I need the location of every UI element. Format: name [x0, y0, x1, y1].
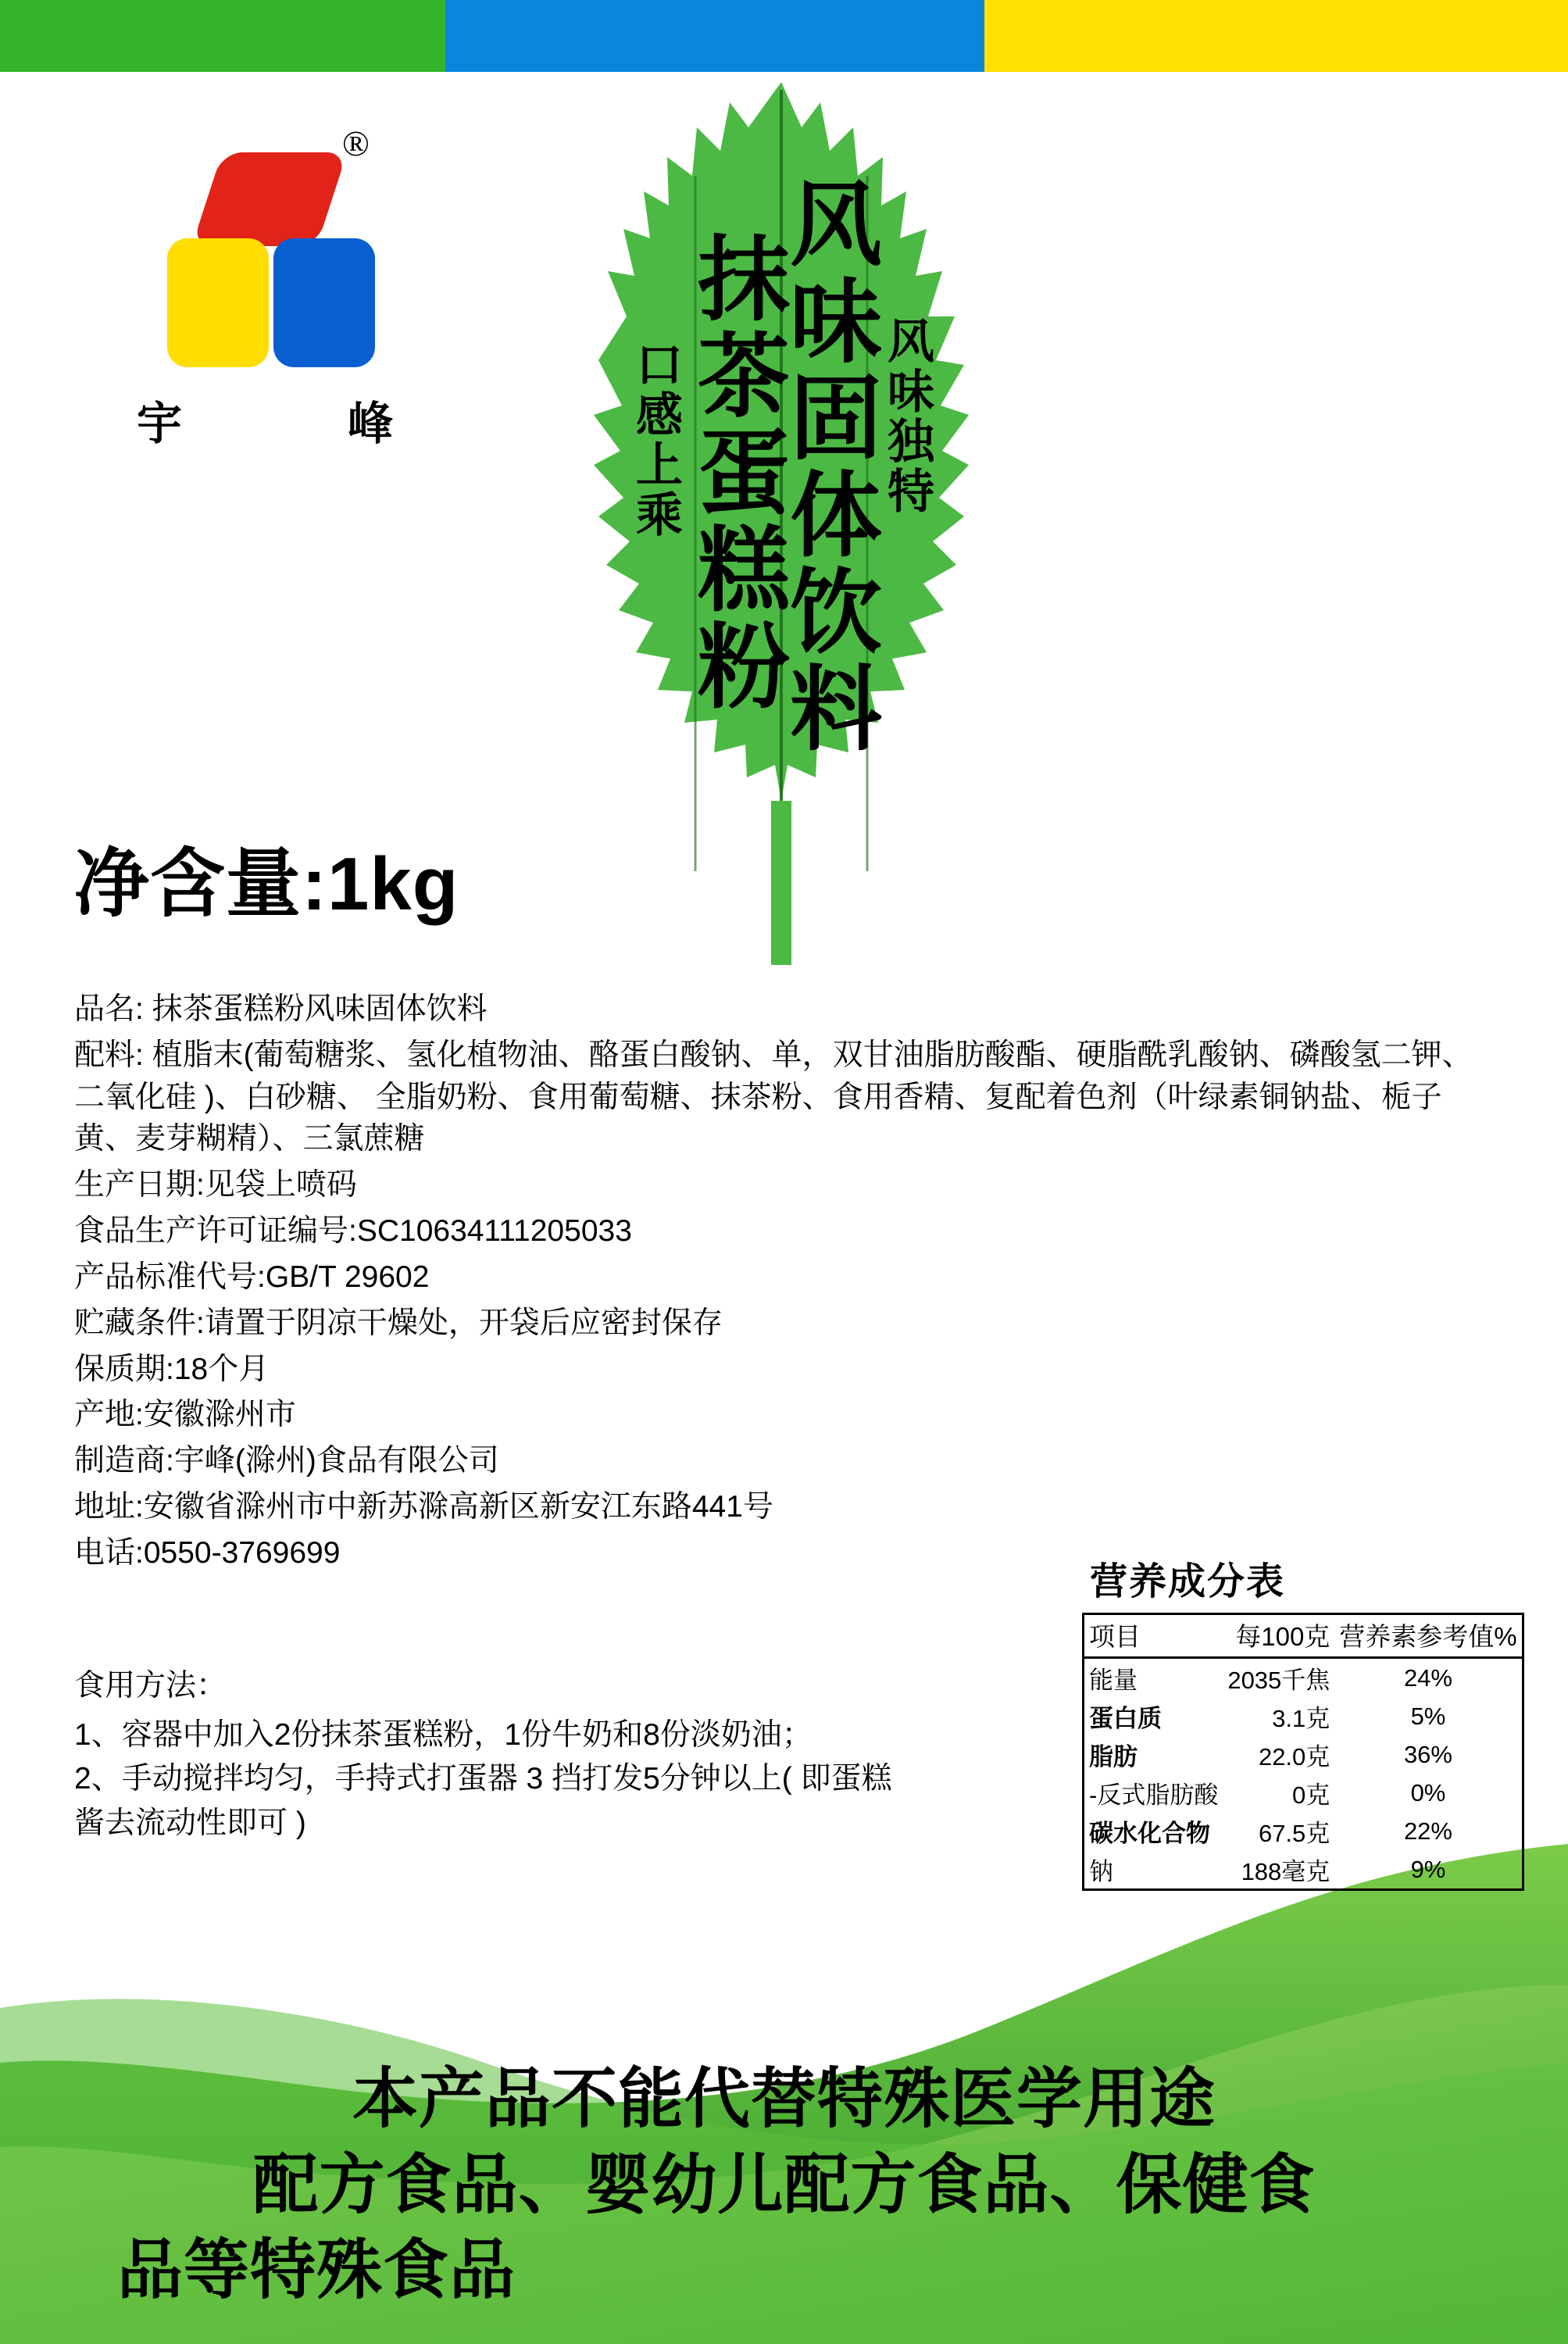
warning-line-2: 配方食品、婴幼儿配方食品、保健食: [252, 2147, 1316, 2221]
cube-face-blue: [273, 238, 375, 367]
nutrition-nrv: 22%: [1403, 1817, 1452, 1845]
nutrition-nrv: 24%: [1403, 1663, 1452, 1692]
info-manufacturer: 制造商:宇峰(滁州)食品有限公司: [74, 1444, 499, 1478]
hero-title-line2: 抹茶蛋糕粉: [684, 230, 787, 715]
nutrition-value: 22.0克: [1258, 1743, 1330, 1771]
registered-trademark-icon: ®: [342, 123, 370, 163]
hero-side-right: 风味独特: [881, 316, 934, 516]
nutrition-panel: [1082, 1551, 1517, 1891]
nutrition-item: 脂肪: [1089, 1743, 1138, 1771]
brand-char-right: 峰: [347, 398, 395, 449]
info-storage-conditions: 贮藏条件:请置于阴凉干燥处，开袋后应密封保存: [74, 1306, 723, 1340]
table-row: [1084, 1774, 1523, 1812]
usage-step-1: 1、容器中加入2份抹茶蛋糕粉，1份牛奶和8份淡奶油；: [74, 1717, 813, 1752]
brand-char-left: 宇: [137, 398, 184, 449]
nutrition-item: 碳水化合物: [1089, 1820, 1210, 1847]
nutrition-nrv: 0%: [1410, 1778, 1446, 1806]
product-info-block: [74, 988, 1473, 1578]
top-color-bar: [0, 0, 1568, 72]
topbar-segment-green: [0, 0, 445, 72]
warning-line-1: 本产品不能代替特殊医学用途: [352, 2062, 1216, 2136]
leaf-graphic: [539, 82, 1023, 965]
net-weight: 净含量:1kg: [74, 842, 459, 926]
hero-title-group: [539, 82, 1023, 965]
hero-side-left: 口感上乘: [630, 340, 682, 540]
cube-face-yellow: [167, 238, 269, 367]
nutrition-nrv: 36%: [1403, 1740, 1452, 1768]
info-shelf-life: 保质期:18个月: [74, 1352, 270, 1386]
info-ingredients: 配料: 植脂末(葡萄糖浆、氢化植物油、酪蛋白酸钠、单，双甘油脂肪酸酯、硬脂酰乳酸钠、磷酸氢二钾、二氧化硅 )、白砂糖、 全脂奶粉、食用葡萄糖、抹茶粉、食用香精、复配着色剂（叶绿素铜钠盐、栀子黄、麦芽糊精）、三氯蔗糖: [74, 1038, 1473, 1156]
nutrition-item: 能量: [1089, 1667, 1138, 1694]
info-license-number: 食品生产许可证编号:SC10634111205033: [74, 1214, 632, 1249]
hero-title-line1: 风味固体饮料: [776, 176, 879, 757]
brand-name: [137, 387, 395, 452]
nutrition-header-nrv: 营养素参考值%: [1339, 1622, 1517, 1651]
nutrition-value: 67.5克: [1258, 1820, 1330, 1847]
topbar-segment-yellow: [984, 0, 1568, 72]
nutrition-item: 蛋白质: [1089, 1705, 1162, 1732]
nutrition-value: 2035千焦: [1227, 1667, 1330, 1694]
table-row: [1084, 1658, 1523, 1698]
info-phone: 电话:0550-3769699: [74, 1535, 341, 1570]
warning-line-3: 品等特殊食品: [117, 2232, 516, 2306]
cube-icon: [148, 123, 383, 410]
info-product-name: 品名: 抹茶蛋糕粉风味固体饮料: [74, 992, 488, 1026]
nutrition-nrv: 9%: [1410, 1855, 1446, 1883]
brand-logo: [137, 123, 395, 488]
cube-face-red: [192, 152, 348, 246]
nutrition-header-per100g: 每100克: [1235, 1622, 1330, 1651]
nutrition-header-item: 项目: [1089, 1622, 1141, 1651]
topbar-segment-blue: [445, 0, 984, 72]
nutrition-nrv: 5%: [1410, 1702, 1446, 1730]
table-row: [1084, 1735, 1523, 1774]
nutrition-title: 营养成分表: [1090, 1561, 1286, 1603]
nutrition-item: 钠: [1089, 1858, 1113, 1885]
nutrition-header-row: [1084, 1614, 1523, 1658]
usage-step-2: 2、手动搅拌均匀，手持式打蛋器 3 挡打发5分钟以上( 即蛋糕酱去流动性即可 ): [74, 1762, 892, 1840]
nutrition-table: [1082, 1613, 1524, 1891]
nutrition-item: -反式脂肪酸: [1089, 1781, 1219, 1809]
warning-statement: [0, 2056, 1568, 2313]
info-address: 地址:安徽省滁州市中新苏滁高新区新安江东路441号: [74, 1489, 773, 1524]
nutrition-value: 3.1克: [1272, 1705, 1330, 1732]
info-production-date: 生产日期:见袋上喷码: [74, 1168, 357, 1202]
nutrition-value: 0克: [1292, 1781, 1330, 1809]
info-standard-code: 产品标准代号:GB/T 29602: [74, 1260, 430, 1294]
info-origin: 产地:安徽滁州市: [74, 1398, 296, 1432]
table-row: [1084, 1850, 1523, 1890]
usage-heading: 食用方法：: [74, 1669, 227, 1703]
nutrition-value: 188毫克: [1241, 1858, 1330, 1885]
table-row: [1084, 1812, 1523, 1850]
table-row: [1084, 1697, 1523, 1735]
usage-instructions: [74, 1664, 895, 1846]
